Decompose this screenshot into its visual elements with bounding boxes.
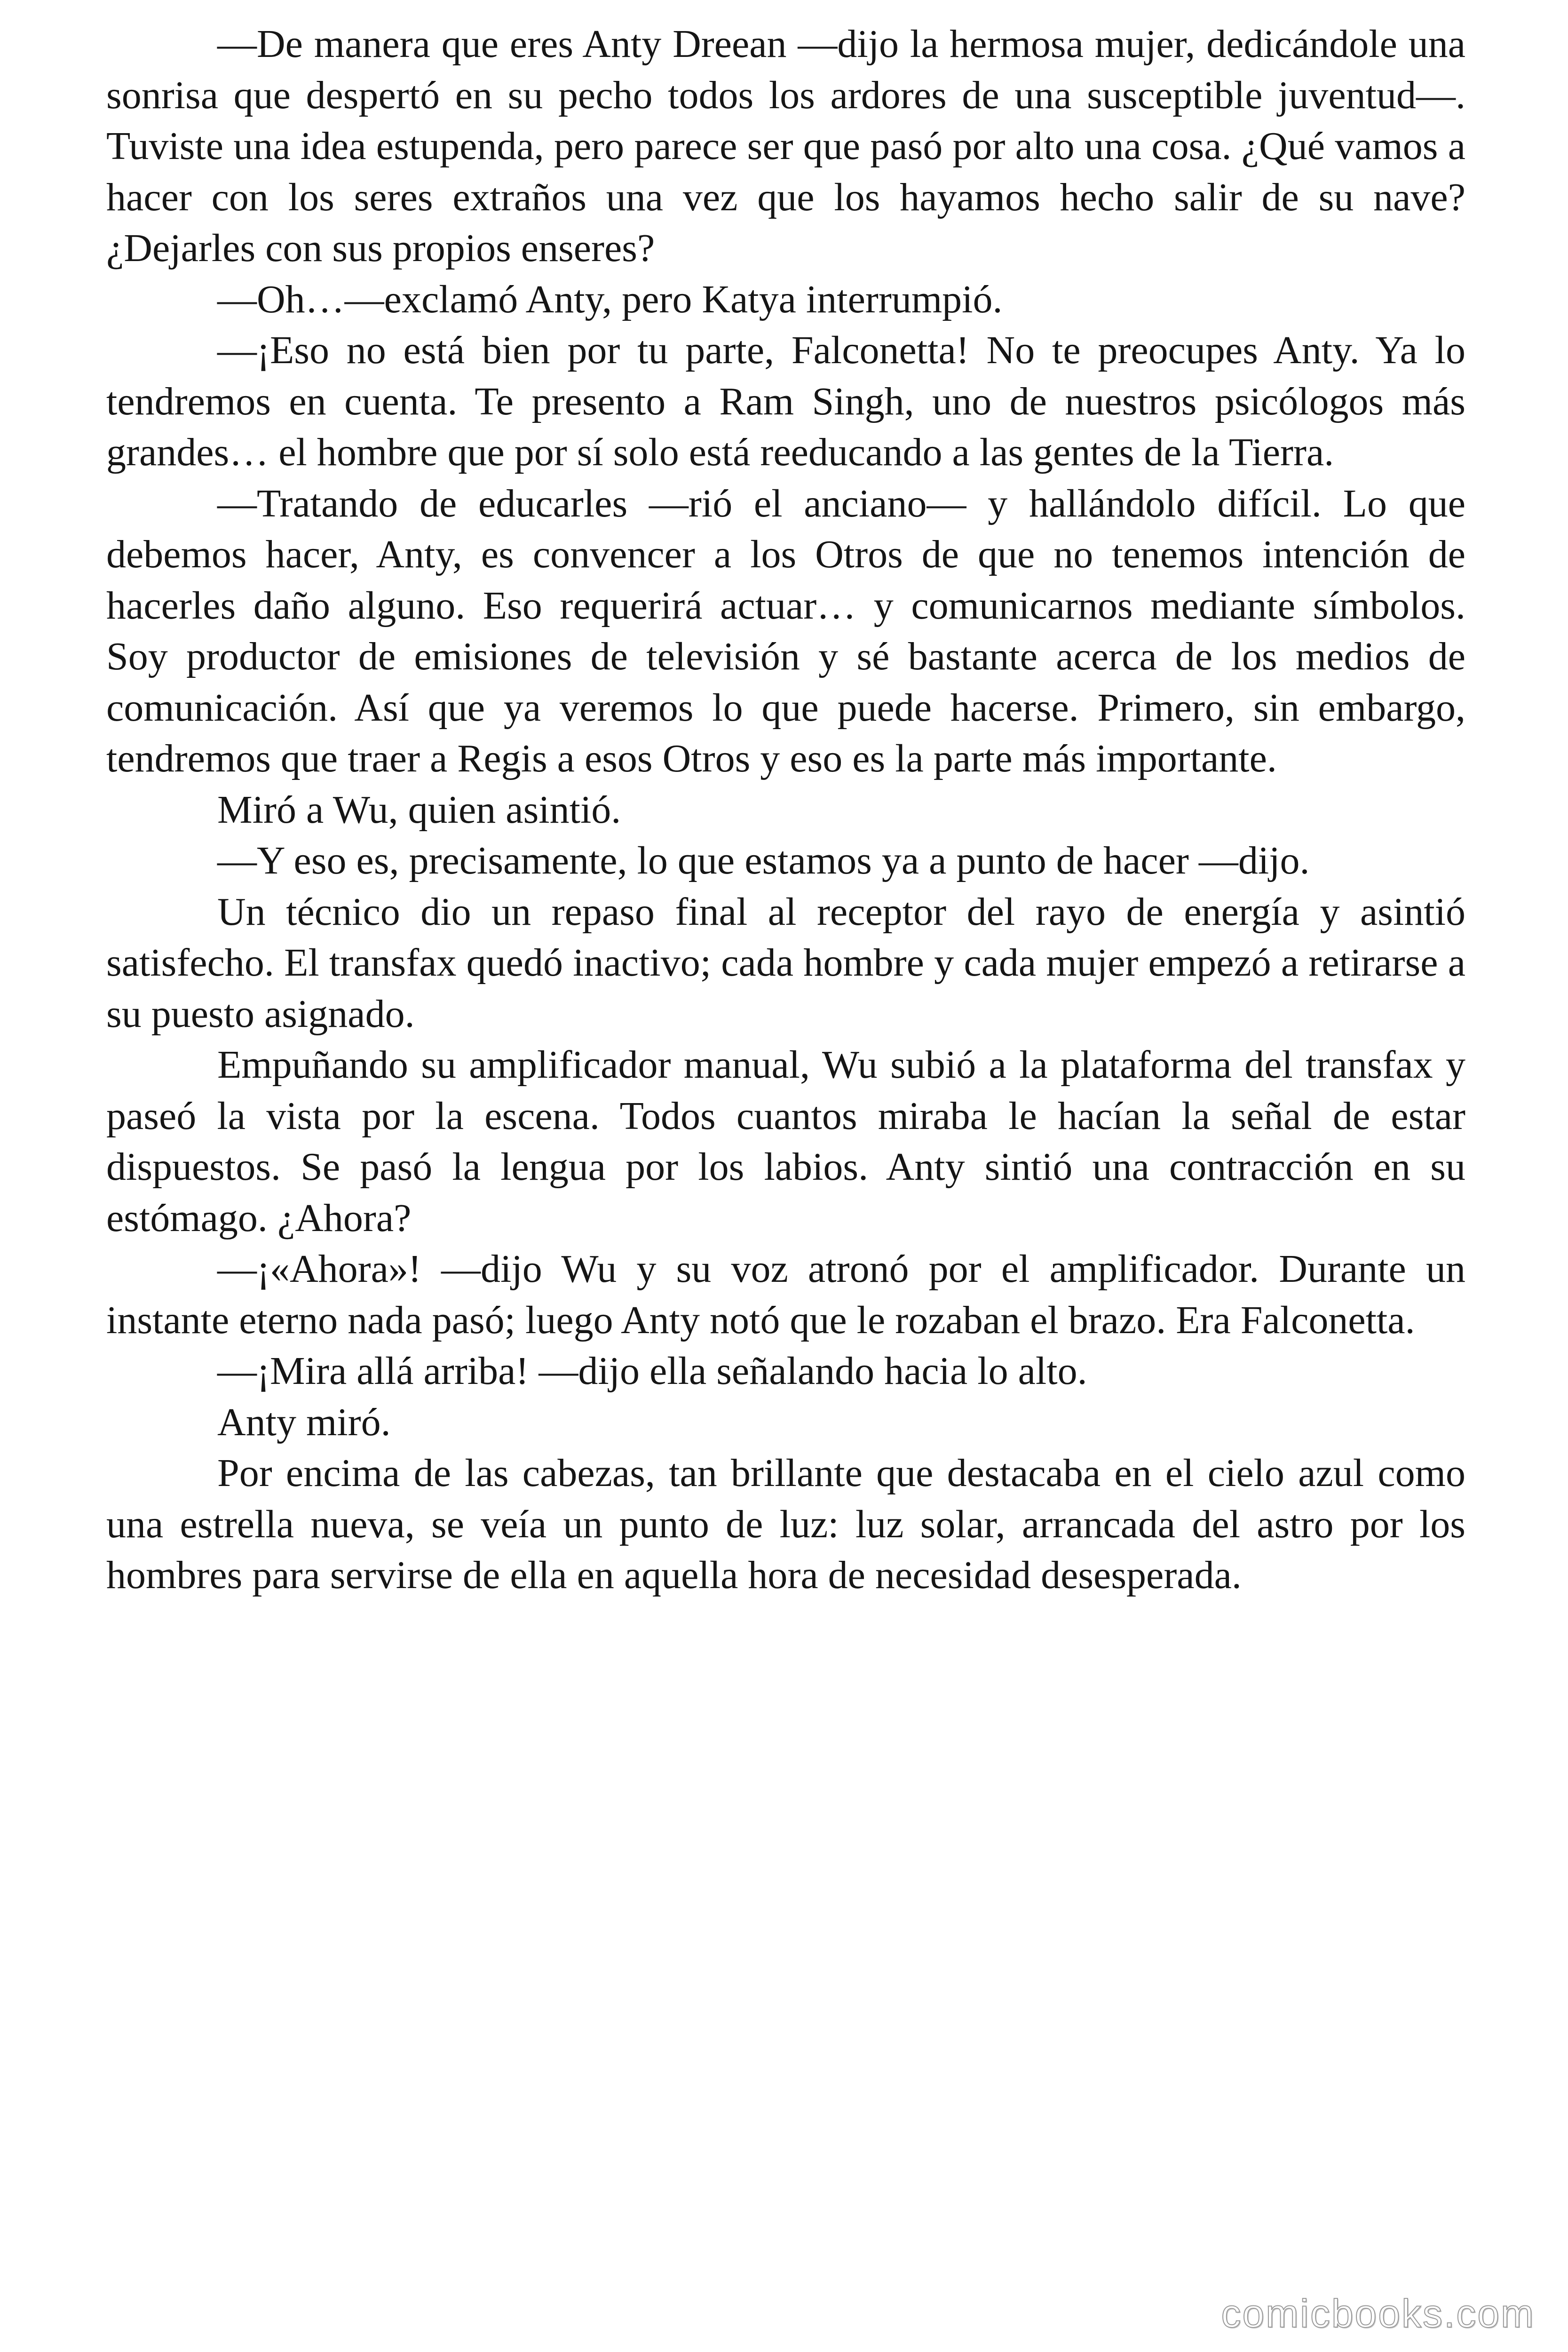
paragraph: —Oh…—exclamó Anty, pero Katya interrumpió. [217,277,1003,321]
paragraph: Un técnico dio un repaso final al receptor del rayo de energía y asintió satisfecho. El transfax quedó inactivo; cada hombre y cada mujer empezó a retirarse a su puesto asignado. [106,890,1465,1036]
paragraph: —¡Eso no está bien por tu parte, Falconetta! No te preocupes Anty. Ya lo tendremos en cuenta. Te presento a Ram Singh, uno de nuestros psicólogos más grandes… el hombre que por sí solo está reeducando a las gentes de la Tierra. [106,328,1465,474]
paragraph: —De manera que eres Anty Dreean —dijo la hermosa mujer, dedicándole una sonrisa que despertó en su pecho todos los ardores de una susceptible juventud—. Tuviste una idea estupenda, pero parece ser que pasó por alto una cosa. ¿Qué vamos a hacer con los seres extraños una vez que los hayamos hecho salir de su nave? ¿Dejarles con sus propios enseres? [106,22,1465,270]
paragraph: Anty miró. [217,1400,391,1444]
paragraph: Empuñando su amplificador manual, Wu subió a la plataforma del transfax y paseó la vista por la escena. Todos cuantos miraba le hacían la señal de estar dispuestos. Se pasó la lengua por los labios. Anty sintió una contracción en su estómago. ¿Ahora? [106,1043,1465,1240]
paragraph: —Y eso es, precisamente, lo que estamos ya a punto de hacer —dijo. [217,839,1310,882]
body-text [106,19,1465,1601]
paragraph: —¡Mira allá arriba! —dijo ella señalando hacia lo alto. [217,1349,1087,1393]
watermark: comicbooks.com [1221,2291,1535,2336]
paragraph: Miró a Wu, quien asintió. [217,787,621,832]
paragraph: —¡«Ahora»! —dijo Wu y su voz atronó por el amplificador. Durante un instante eterno nada pasó; luego Anty notó que le rozaban el brazo. Era Falconetta. [106,1247,1465,1342]
paragraph: Por encima de las cabezas, tan brillante que destacaba en el cielo azul como una estrella nueva, se veía un punto de luz: luz solar, arrancada del astro por los hombres para servirse de ella en aquella hora de necesidad desesperada. [106,1451,1465,1597]
paragraph: —Tratando de educarles —rió el anciano— y hallándolo difícil. Lo que debemos hacer, Anty, es convencer a los Otros de que no tenemos intención de hacerles daño alguno. Eso requerirá actuar… y comunicarnos mediante símbolos. Soy productor de emisiones de televisión y sé bastante acerca de los medios de comunicación. Así que ya veremos lo que puede hacerse. Primero, sin embargo, tendremos que traer a Regis a esos Otros y eso es la parte más importante. [106,481,1465,780]
